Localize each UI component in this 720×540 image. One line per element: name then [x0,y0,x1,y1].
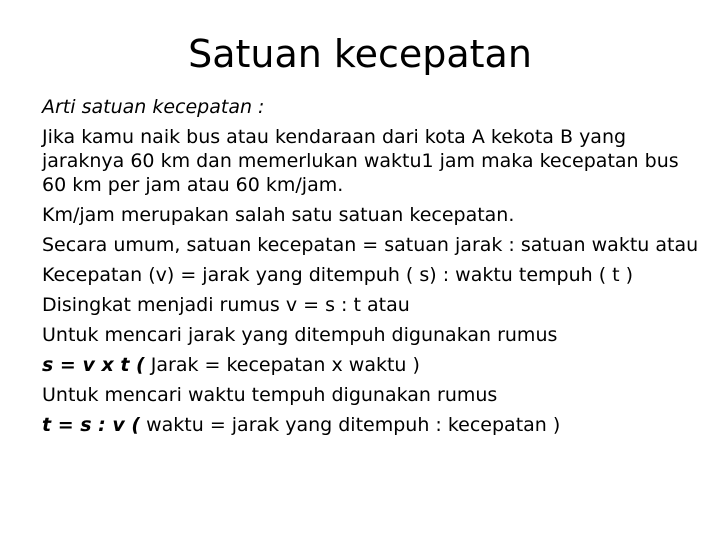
paragraph-9 [42,413,702,437]
slide-title: Satuan kecepatan [188,32,532,76]
formula-distance-explanation: Jarak = kecepatan x waktu ) [144,354,420,376]
slide-body [42,95,702,443]
paragraph-6: Untuk mencari jarak yang ditempuh digunakan rumus [42,324,558,346]
heading-paragraph [42,95,702,119]
paragraph-4: Kecepatan (v) = jarak yang ditempuh ( s) : waktu tempuh ( t ) [42,264,634,286]
paragraph-3: Secara umum, satuan kecepatan = satuan jarak : satuan waktu atau [42,234,699,256]
paragraph-8: Untuk mencari waktu tempuh digunakan rumus [42,384,498,406]
paragraph-5: Disingkat menjadi rumus v = s : t atau [42,294,410,316]
paragraph-1: Jika kamu naik bus atau kendaraan dari kota A kekota B yang jaraknya 60 km dan memerlukan waktu1 jam maka kecepatan bus 60 km per jam atau 60 km/jam. [42,126,679,196]
heading-text: Arti satuan kecepatan : [42,96,265,118]
formula-time-explanation: waktu = jarak yang ditempuh : kecepatan ) [140,414,561,436]
paragraph-2: Km/jam merupakan salah satu satuan kecepatan. [42,204,515,226]
paragraph-7 [42,353,702,377]
formula-time: t = s : v ( [42,414,141,436]
formula-distance: s = v x t ( [42,354,145,376]
